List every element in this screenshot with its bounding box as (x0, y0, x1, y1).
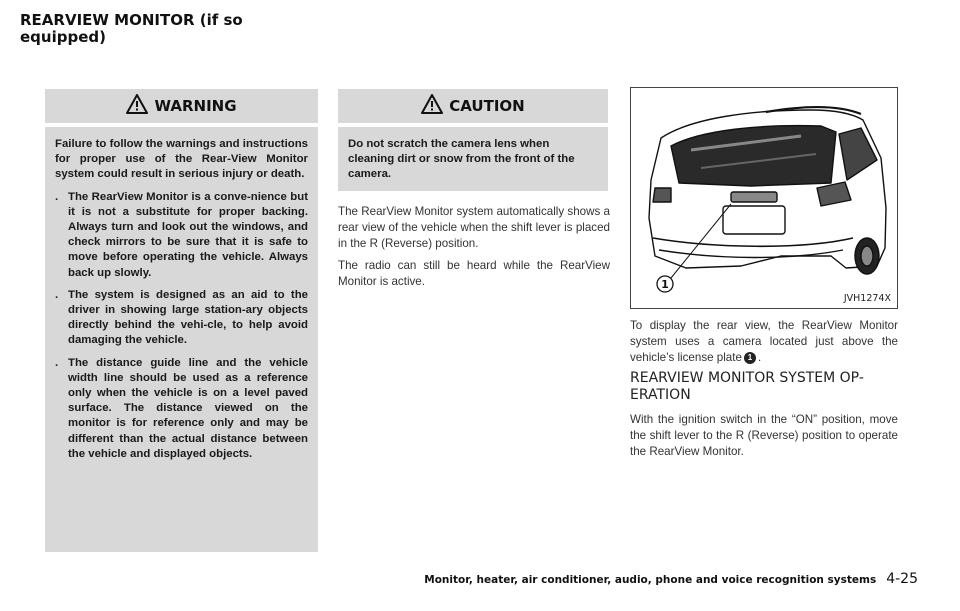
figure-callout-label: 1 (661, 278, 669, 291)
warning-triangle-icon (421, 94, 443, 119)
warning-triangle-icon (126, 94, 148, 119)
caution-box (338, 89, 608, 191)
page-footer (424, 571, 918, 587)
warning-bullet (55, 356, 308, 462)
vehicle-rear-figure (630, 87, 898, 309)
bullet-marker: . (55, 190, 59, 203)
footer-chapter-title: Monitor, heater, air conditioner, audio, phone and voice recognition systems (424, 574, 877, 586)
section-title: REARVIEW MONITOR (if so equipped) (20, 11, 243, 46)
warning-intro: Failure to follow the warnings and instructions for proper use of the Rear-View Monitor system could result in serious injury or death. (55, 138, 308, 181)
system-operation-heading: REARVIEW MONITOR SYSTEM OP-ERATION (630, 370, 864, 403)
bullet-marker: . (55, 356, 59, 369)
warning-bullet-text: The distance guide line and the vehicle width line should be used as a reference only when the vehicle is on a level paved surface. The distance viewed on the monitor is for reference only and may be different than the actual distance between the vehicle and displayed objects. (68, 356, 308, 460)
caution-title: CAUTION (449, 97, 525, 115)
warning-bullet (55, 288, 308, 349)
warning-body (45, 127, 318, 462)
caution-text: Do not scratch the camera lens when cleaning dirt or snow from the front of the camera. (348, 138, 575, 181)
page-number: 4-25 (886, 571, 918, 587)
warning-bullet-text: The system is designed as an aid to the driver in showing large station-ary objects directly behind the vehi-cle, to help avoid damaging the vehicle. (68, 288, 308, 347)
paragraph-operation: With the ignition switch in the “ON” position, move the shift lever to the R (Reverse) position to operate the RearView Monitor. (630, 413, 898, 458)
paragraph-camera-location (630, 318, 898, 366)
caution-header (338, 89, 608, 127)
warning-bullet (55, 190, 308, 281)
vehicle-rear-illustration (631, 88, 898, 309)
warning-bullet-text: The RearView Monitor is a conve-nience but it is not a substitute for proper backing. Always turn and look out the windows, and check mirrors to be sure that it is safe to move before operating the vehicle. Always back up slowly. (68, 190, 308, 279)
callout-marker: 1 (744, 352, 756, 364)
paragraph-auto-display: The RearView Monitor system automatically shows a rear view of the vehicle when the shift lever is placed in the R (Reverse) position. (338, 205, 610, 250)
camera-location-text: To display the rear view, the RearView Monitor system uses a camera located just above the vehicle’s license plate (630, 319, 898, 364)
warning-title: WARNING (154, 97, 237, 115)
figure-code: JVH1274X (843, 293, 891, 304)
bullet-marker: . (55, 288, 59, 301)
warning-header (45, 89, 318, 127)
camera-location-end: . (757, 351, 762, 364)
warning-box (45, 89, 318, 552)
paragraph-radio: The radio can still be heard while the RearView Monitor is active. (338, 259, 610, 288)
